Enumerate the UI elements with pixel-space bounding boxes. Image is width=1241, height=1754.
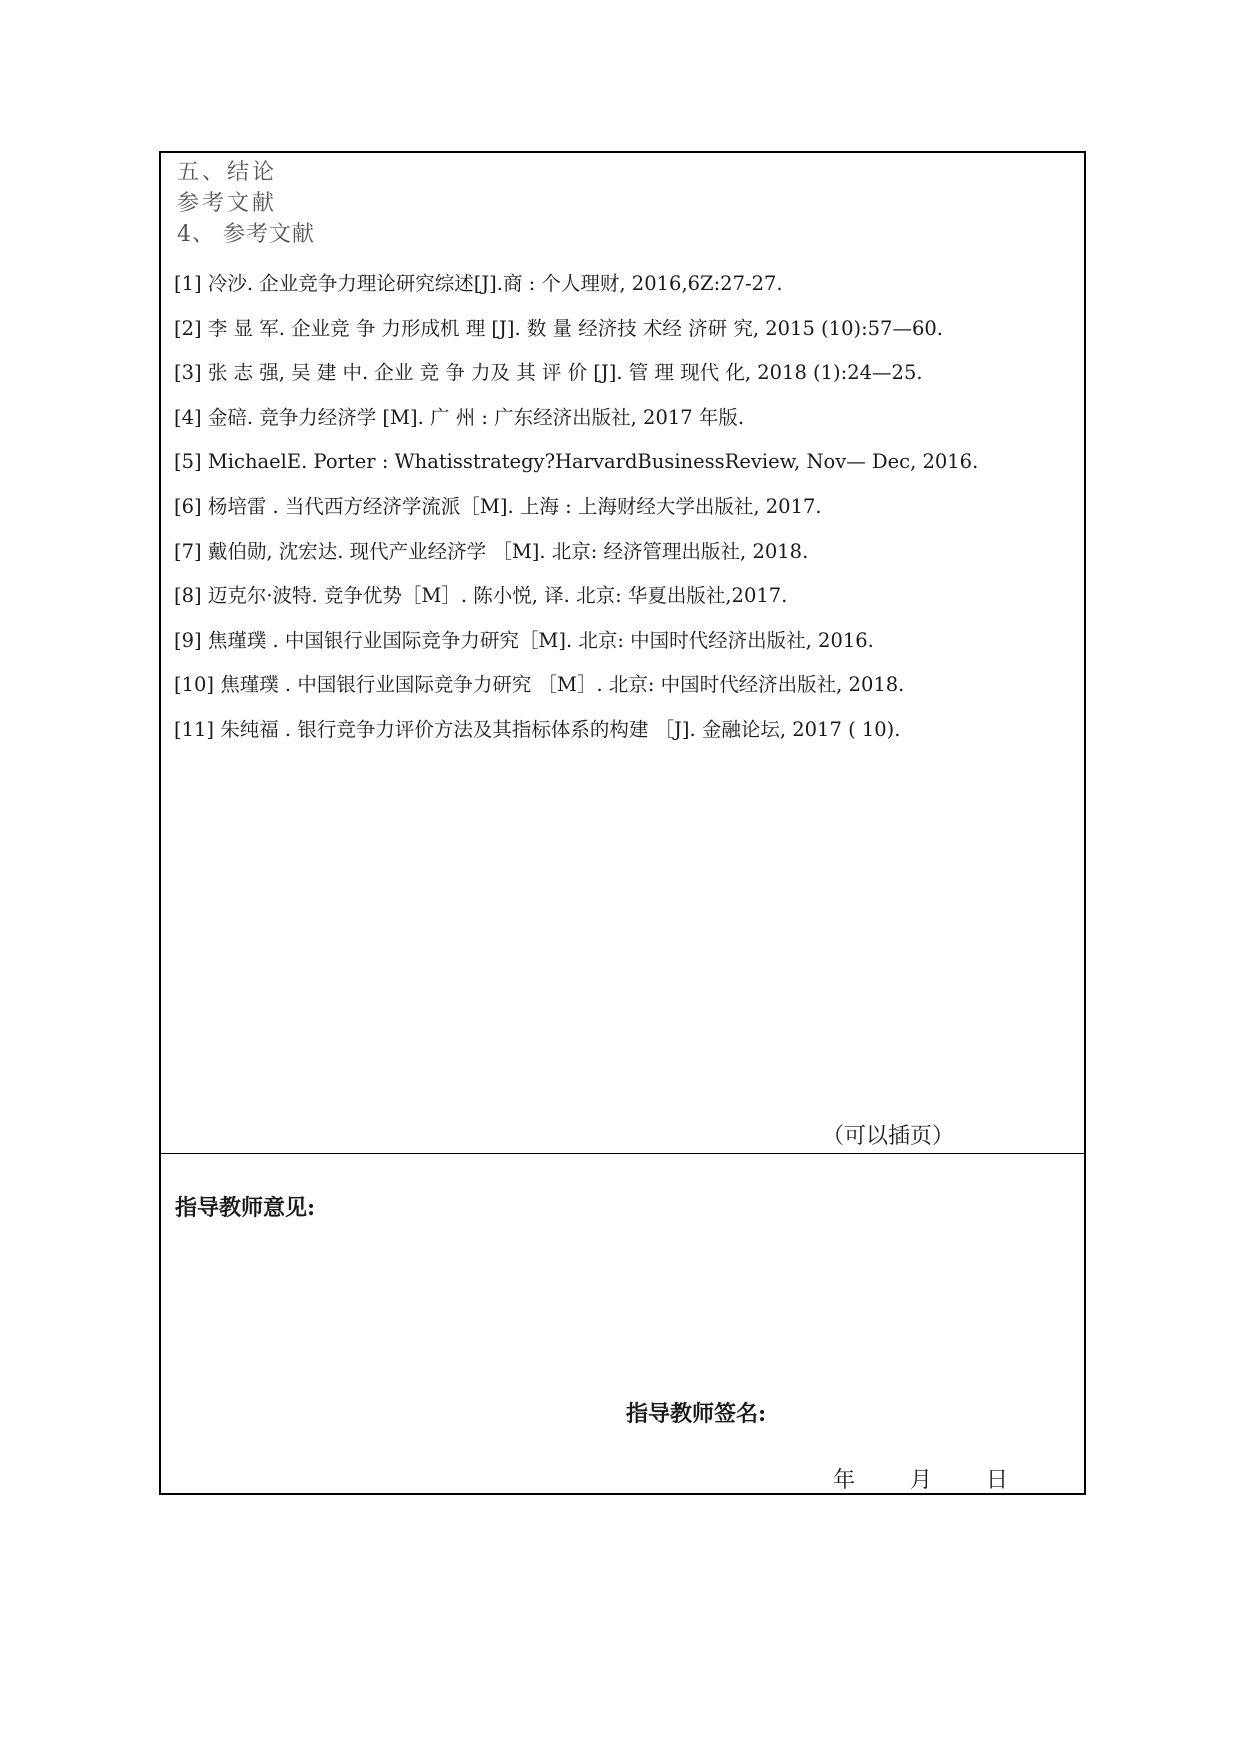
reference-item: [5] MichaelE. Porter : Whatisstrategy?HarvardBusinessReview, Nov— Dec, 2016. <box>174 450 979 474</box>
reference-list <box>174 262 1079 753</box>
reference-item: [9] 焦瑾璞 . 中国银行业国际竞争力研究［M]. 北京: 中国时代经济出版社, 2016. <box>174 628 874 652</box>
advisor-signature-label: 指导教师签名: <box>626 1401 767 1427</box>
reference-item: [3] 张 志 强, 吴 建 中. 企业 竞 争 力及 其 评 价 [J]. 管 理 现代 化, 2018 (1):24—25. <box>174 361 923 385</box>
advisor-opinion-label: 指导教师意见: <box>175 1195 316 1221</box>
date-day-label: 日 <box>986 1468 1009 1493</box>
reference-item: [7] 戴伯勋, 沈宏达. 现代产业经济学 ［M]. 北京: 经济管理出版社, 2018. <box>174 539 809 563</box>
reference-item: [10] 焦瑾璞 . 中国银行业国际竞争力研究 ［M］. 北京: 中国时代经济出版社, 2018. <box>174 673 905 697</box>
references-title: 4、 参考文献 <box>177 222 315 247</box>
advisor-opinion-cell <box>161 1153 1084 1493</box>
section-conclusion-heading: 五、结论 <box>177 160 278 185</box>
date-year-label: 年 <box>833 1468 856 1493</box>
reference-item: [4] 金碚. 竞争力经济学 [M]. 广 州 : 广东经济出版社, 2017 年版. <box>174 405 745 429</box>
reference-item: [2] 李 显 军. 企业竞 争 力形成机 理 [J]. 数 量 经济技 术经 济研 究, 2015 (10):57—60. <box>174 316 943 340</box>
references-cell <box>161 153 1084 1154</box>
reference-item: [1] 冷沙. 企业竞争力理论研究综述[J].商 : 个人理财, 2016,6Z:27-27. <box>174 272 783 295</box>
date-month-label: 月 <box>910 1468 933 1493</box>
reference-item: [6] 杨培雷 . 当代西方经济学流派［M]. 上海 : 上海财经大学出版社, 2017. <box>174 494 822 518</box>
insert-page-note: （可以插页） <box>821 1124 954 1149</box>
section-references-outline: 参考文献 <box>177 191 278 216</box>
reference-item: [11] 朱纯福 . 银行竞争力评价方法及其指标体系的构建 ［J]. 金融论坛, 2017 ( 10). <box>174 717 901 741</box>
reference-item: [8] 迈克尔·波特. 竞争优势［M］. 陈小悦, 译. 北京: 华夏出版社,2017. <box>174 584 788 608</box>
proposal-form-table <box>159 151 1086 1495</box>
